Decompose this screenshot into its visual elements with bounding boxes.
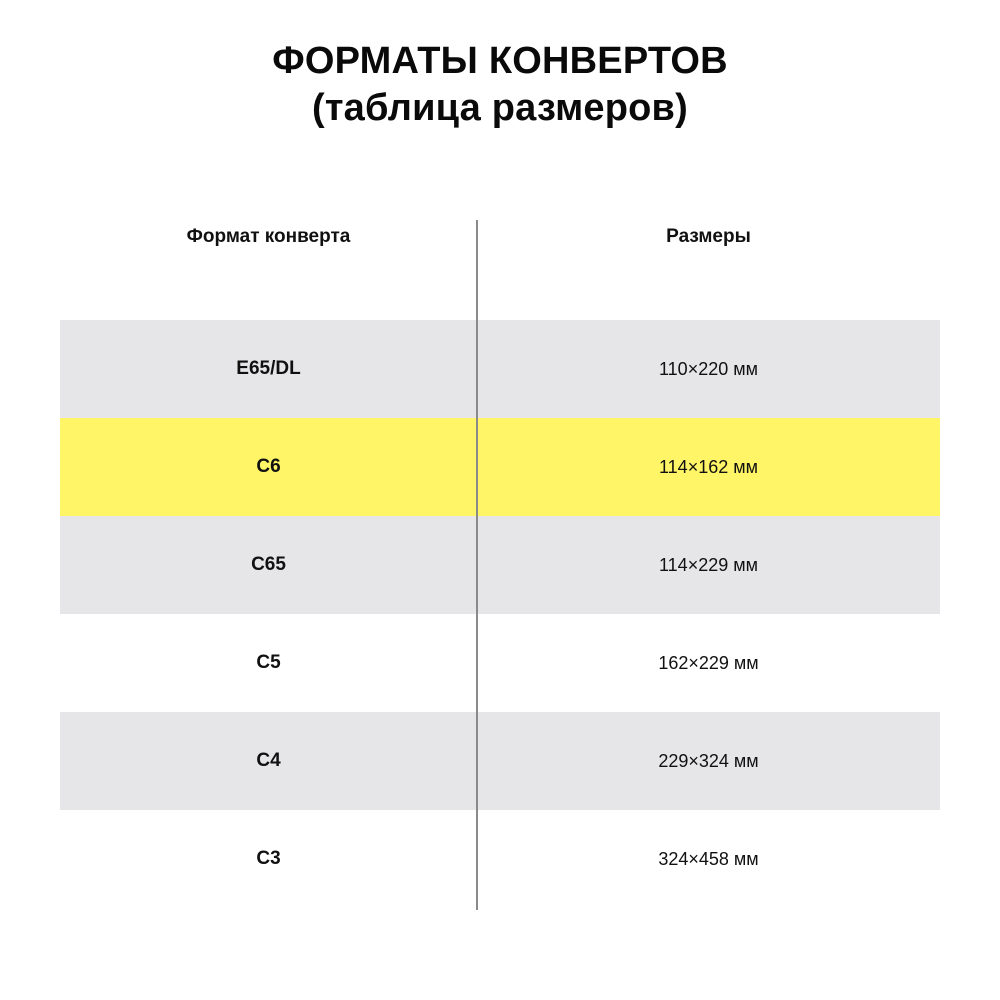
size-cell: 114×162 мм xyxy=(659,457,758,477)
column-divider xyxy=(476,220,478,910)
table-row xyxy=(60,810,940,908)
format-cell: C3 xyxy=(256,848,281,869)
title-line-2: (таблица размеров) xyxy=(312,87,688,129)
table-row xyxy=(60,516,940,614)
format-cell: C4 xyxy=(256,750,281,771)
size-cell: 110×220 мм xyxy=(659,359,758,379)
table-row xyxy=(60,614,940,712)
table-row xyxy=(60,712,940,810)
format-cell: C5 xyxy=(256,652,281,673)
size-cell: 114×229 мм xyxy=(659,555,758,575)
format-cell: C6 xyxy=(256,456,281,477)
table-row xyxy=(60,320,940,418)
title-line-1: ФОРМАТЫ КОНВЕРТОВ xyxy=(272,40,728,82)
column-header-size: Размеры xyxy=(666,226,751,247)
format-cell: C65 xyxy=(251,554,286,575)
size-cell: 324×458 мм xyxy=(658,849,759,869)
table-row xyxy=(60,418,940,516)
format-cell: E65/DL xyxy=(236,358,301,379)
column-header-format: Формат конверта xyxy=(186,226,351,247)
size-cell: 162×229 мм xyxy=(658,653,759,673)
size-cell: 229×324 мм xyxy=(658,751,759,771)
table-header xyxy=(60,220,940,260)
page-title xyxy=(0,38,1000,132)
envelope-table xyxy=(60,320,940,908)
